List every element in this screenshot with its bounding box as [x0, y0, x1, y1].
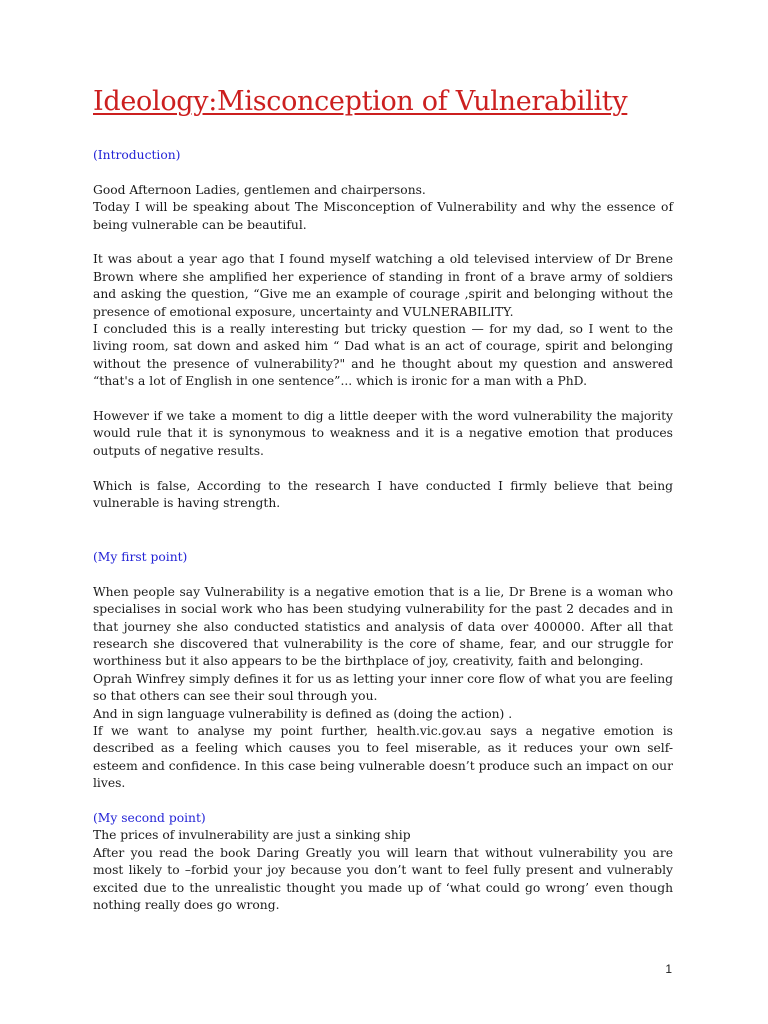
paragraph: Good Afternoon Ladies, gentlemen and chairpersons. — [93, 182, 426, 197]
paragraph: After you read the book Daring Greatly you will learn that without vulnerability you are most likely to –forbid your joy because you don’t want to feel fully present and vulnerably excited due to the unrealistic thought you made up of ‘what could go wrong’ even though nothing really does go wrong. — [93, 845, 673, 913]
second-point-section — [93, 810, 673, 914]
paragraph: Which is false, According to the research I have conducted I firmly believe that being vulnerable is having strength. — [93, 478, 673, 511]
paragraph: However if we take a moment to dig a little deeper with the word vulnerability the majority would rule that it is synonymous to weakness and it is a negative emotion that produces outputs of negative results. — [93, 409, 673, 458]
paragraph: When people say Vulnerability is a negative emotion that is a lie, Dr Brene is a woman who specialises in social work who has been studying vulnerability for the past 2 decades and in that journey she also conducted statistics and analysis of data over 400000. After all that research she discovered that vulnerability is the core of shame, fear, and our struggle for worthiness but it also appears to be the birthplace of joy, creativity, faith and belonging. — [93, 584, 673, 669]
paragraph: And in sign language vulnerability is defined as (doing the action) . — [93, 706, 513, 721]
paragraph: Oprah Winfrey simply defines it for us as letting your inner core flow of what you are feeling so that others can see their soul through you. — [93, 671, 673, 704]
introduction-section — [93, 147, 673, 512]
section-label-introduction: (Introduction) — [93, 148, 181, 162]
section-label-first-point: (My first point) — [93, 550, 188, 564]
paragraph: The prices of invulnerability are just a sinking ship — [93, 828, 411, 843]
paragraph: I concluded this is a really interesting but tricky question — for my dad, so I went to the living room, sat down and asked him “ Dad what is an act of courage, spirit and belonging without the presence of vulnerability?" and he thought about my question and answered “that's a lot of English in one sentence”... which is ironic for a man with a PhD. — [93, 322, 673, 389]
document-title: Ideology:Misconception of Vulnerability — [93, 86, 628, 117]
first-point-section — [93, 549, 673, 793]
section-label-second-point: (My second point) — [93, 811, 206, 825]
paragraph: If we want to analyse my point further, health.vic.gov.au says a negative emotion is described as a feeling which causes you to feel miserable, as it reduces your own self-esteem and confidence. In this case being vulnerable doesn’t produce such an impact on our lives. — [93, 724, 673, 791]
paragraph: It was about a year ago that I found myself watching a old televised interview of Dr Brene Brown where she amplified her experience of standing in front of a brave army of soldiers and asking the question, “Give me an example of courage ,spirit and belonging without the presence of emotional exposure, uncertainty and VULNERABILITY. — [93, 252, 673, 319]
page-number: 1 — [665, 962, 672, 976]
paragraph: Today I will be speaking about The Misconception of Vulnerability and why the essence of being vulnerable can be beautiful. — [93, 200, 673, 232]
